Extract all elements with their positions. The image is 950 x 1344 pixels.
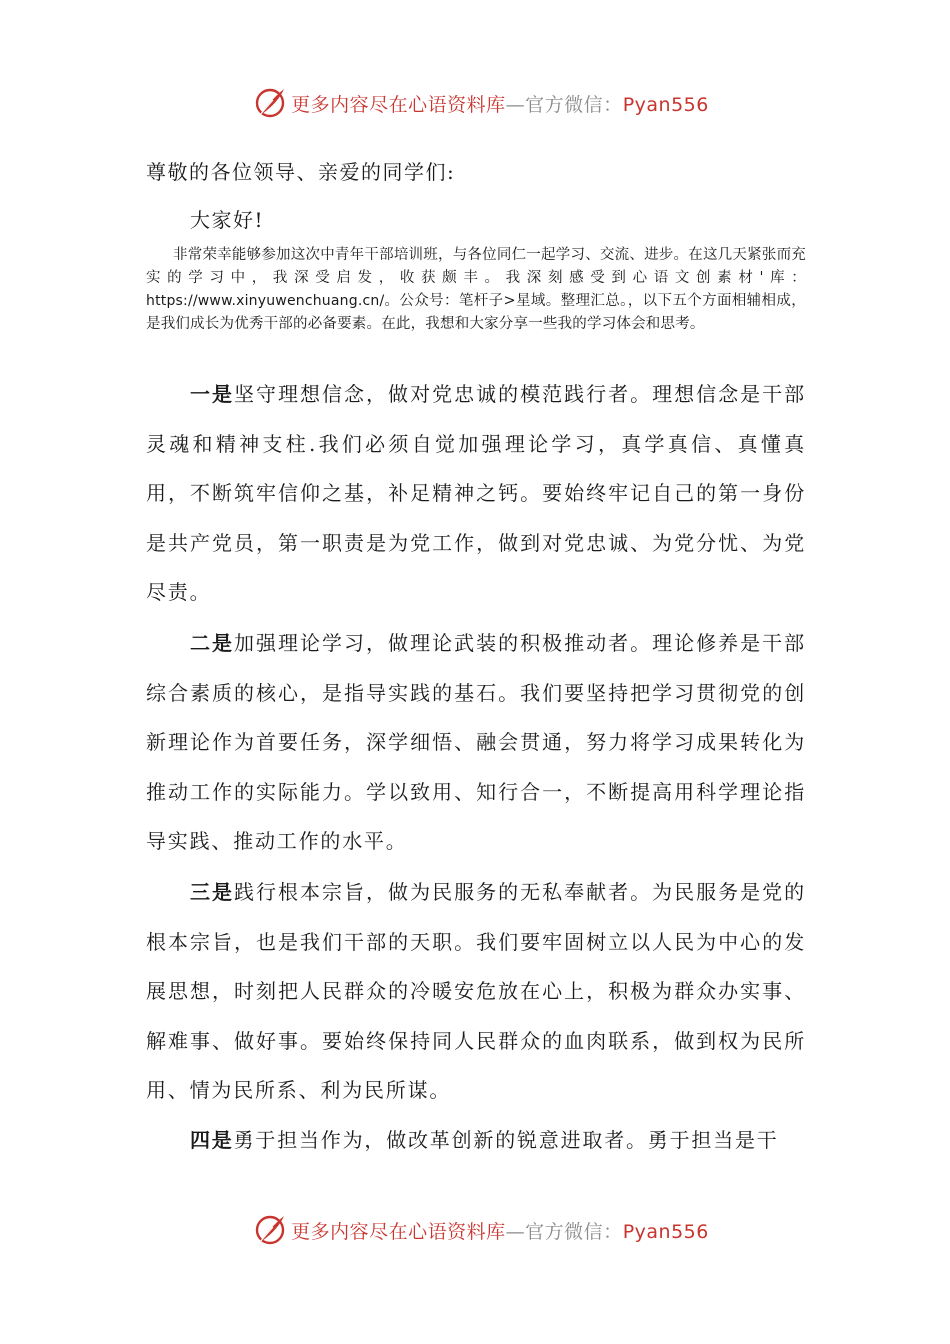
banner-dash: — <box>505 93 526 116</box>
banner-wechat-label: 官方微信： <box>525 93 623 116</box>
intro-text-after-url: 。公众号：笔杆子>星域。整理汇总。，以下五个方面相辅相成，是我们成长为优秀干部的必备要素。在此，我想和大家分享一些我的学习体会和思考。 <box>146 293 806 332</box>
banner-content <box>253 1213 709 1247</box>
greeting: 大家好! <box>190 208 265 232</box>
intro-url: https://www.xinyuwenchuang.cn/ <box>146 293 385 309</box>
paragraph-text: 加强理论学习，做理论武装的积极推动者。理论修养是干部综合素质的核心，是指导实践的基石。我们要坚持把学习贯彻党的创新理论作为首要任务，深学细悟、融会贯通，努力将学习成果转化为推动工作的实际能力。学以致用、知行合一，不断提高用科学理论指导实践、推动工作的水平。 <box>146 631 806 853</box>
banner-text <box>291 1217 709 1244</box>
quill-pen-circle-icon <box>253 86 287 120</box>
banner-title: 更多内容尽在心语资料库 <box>291 1220 506 1243</box>
banner-wechat-label: 官方微信： <box>525 1220 623 1243</box>
body-paragraph-4 <box>146 1116 806 1166</box>
body-paragraph-3 <box>146 868 806 1116</box>
banner-dash: — <box>505 1220 526 1243</box>
paragraph-lead: 一是 <box>190 382 235 406</box>
body-paragraph-1 <box>146 370 806 618</box>
body-paragraph-2 <box>146 619 806 867</box>
paragraph-lead: 四是 <box>190 1128 234 1152</box>
salutation: 尊敬的各位领导、亲爱的同学们: <box>146 160 456 184</box>
paragraph-lead: 三是 <box>190 880 235 904</box>
quill-pen-circle-icon <box>253 1213 287 1247</box>
paragraph-text: 勇于担当作为，做改革创新的锐意进取者。勇于担当是干 <box>233 1128 779 1152</box>
banner-text <box>291 90 709 117</box>
banner-content <box>253 86 709 120</box>
banner-wechat-id: Pyan556 <box>622 93 709 116</box>
intro-paragraph <box>146 244 806 336</box>
paragraph-text: 坚守理想信念，做对党忠诚的模范践行者。理想信念是干部灵魂和精神支柱.我们必须自觉加强理论学习，真学真信、真懂真用，不断筑牢信仰之基，补足精神之钙。要始终牢记自己的第一身份是共产党员，第一职责是为党工作，做到对党忠诚、为党分忧、为党尽责。 <box>146 382 806 604</box>
paragraph-text: 践行根本宗旨，做为民服务的无私奉献者。为民服务是党的根本宗旨，也是我们干部的天职。我们要牢固树立以人民为中心的发展思想，时刻把人民群众的冷暖安危放在心上，积极为群众办实事、解难事、做好事。要始终保持同人民群众的血肉联系，做到权为民所用、情为民所系、利为民所谋。 <box>146 880 806 1102</box>
paragraph-lead: 二是 <box>190 631 235 655</box>
banner-title: 更多内容尽在心语资料库 <box>291 93 506 116</box>
banner-wechat-id: Pyan556 <box>622 1220 709 1243</box>
intro-text-before-url: 非常荣幸能够参加这次中青年干部培训班，与各位同仁一起学习、交流、进步。在这几天紧张而充实的学习中，我深受启发，收获颇丰。我深刻感受到心语文创素材'库： <box>146 247 806 286</box>
header-banner <box>0 83 950 123</box>
footer-banner <box>0 1210 950 1250</box>
